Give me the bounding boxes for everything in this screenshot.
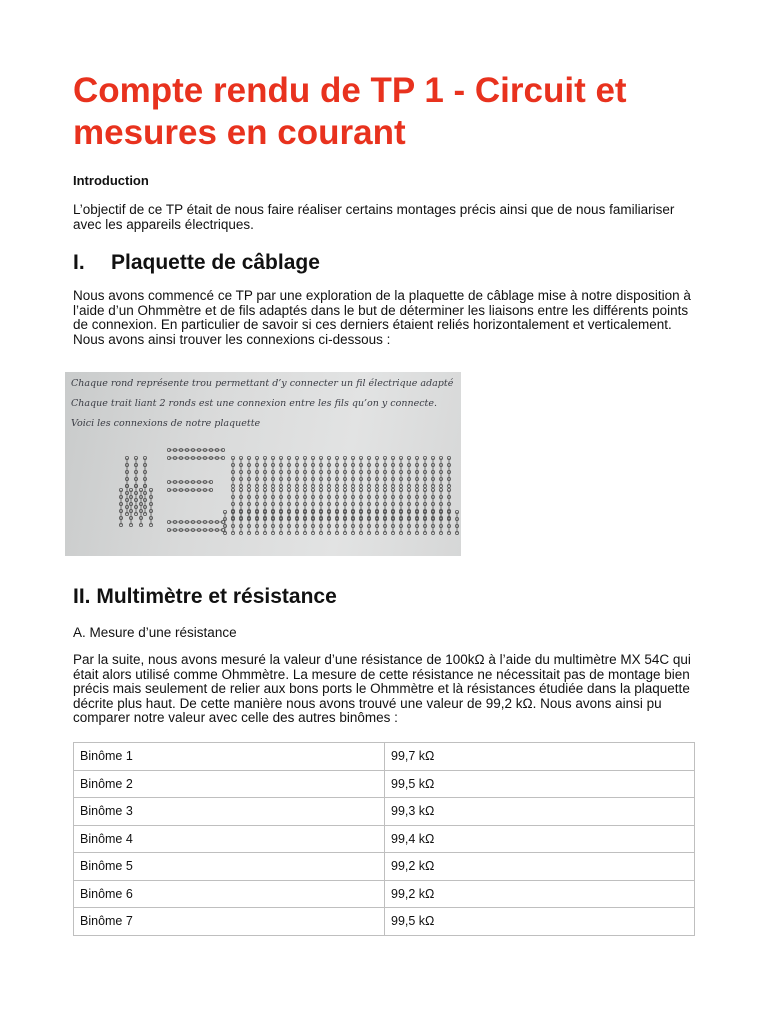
photo-note-2: Chaque trait liant 2 ronds est une connexion entre les fils qu’on y connecte.: [71, 398, 437, 409]
binome-table: [73, 742, 695, 936]
breadboard-sketch: [65, 372, 461, 556]
value-cell: 99,3 kΩ: [385, 798, 695, 826]
section1-heading: [73, 251, 320, 275]
value-cell: 99,2 kΩ: [385, 853, 695, 881]
table-row: [74, 770, 695, 798]
value-cell: 99,5 kΩ: [385, 770, 695, 798]
intro-paragraph: L’objectif de ce TP était de nous faire réaliser certains montages précis ainsi que de nous familiariser avec les appareils électriques.: [73, 202, 675, 232]
photo-note-1: Chaque rond représente trou permettant d’y connecter un fil électrique adapté: [71, 378, 454, 389]
value-cell: 99,7 kΩ: [385, 743, 695, 771]
section1-title: Plaquette de câblage: [111, 251, 320, 274]
value-cell: 99,5 kΩ: [385, 908, 695, 936]
value-cell: 99,2 kΩ: [385, 880, 695, 908]
binome-cell: Binôme 5: [74, 853, 385, 881]
section2-paragraph: Par la suite, nous avons mesuré la valeur d’une résistance de 100kΩ à l’aide du multimètre MX 54C qui était alors utilisé comme Ohmmètre. La mesure de cette résistance ne nécessitait pas de montage bien précis mais seulement de relier aux bons ports le Ohmmètre et là résistances étudiée dans la plaquette décrite plus haut. De cette manière nous avons trouvé une valeur de 99,2 kΩ. Nous avons ainsi pu comparer notre valeur avec celle des autres binômes :: [73, 652, 691, 726]
table-row: [74, 825, 695, 853]
value-cell: 99,4 kΩ: [385, 825, 695, 853]
page-title: Compte rendu de TP 1 - Circuit et mesures en courant: [73, 71, 627, 152]
table-row: [74, 908, 695, 936]
binome-cell: Binôme 1: [74, 743, 385, 771]
section2-subheading: A. Mesure d’une résistance: [73, 625, 237, 640]
binome-cell: Binôme 4: [74, 825, 385, 853]
table-row: [74, 880, 695, 908]
section2-heading: II. Multimètre et résistance: [73, 585, 337, 608]
photo-note-3: Voici les connexions de notre plaquette: [71, 418, 261, 429]
binome-cell: Binôme 7: [74, 908, 385, 936]
section1-number: I.: [73, 251, 85, 274]
table-row: [74, 743, 695, 771]
binome-cell: Binôme 6: [74, 880, 385, 908]
section1-paragraph: Nous avons commencé ce TP par une exploration de la plaquette de câblage mise à notre disposition à l’aide d’un Ohmmètre et de fils adaptés dans le but de déterminer les liaisons entre les différents points de connexion. En particulier de savoir si ces derniers étaient reliés horizontalement et verticalement. Nous avons ainsi trouver les connexions ci-dessous :: [73, 288, 691, 347]
table-row: [74, 853, 695, 881]
breadboard-photo: [65, 372, 461, 556]
binome-cell: Binôme 2: [74, 770, 385, 798]
intro-heading: Introduction: [73, 173, 149, 188]
binome-cell: Binôme 3: [74, 798, 385, 826]
table-row: [74, 798, 695, 826]
